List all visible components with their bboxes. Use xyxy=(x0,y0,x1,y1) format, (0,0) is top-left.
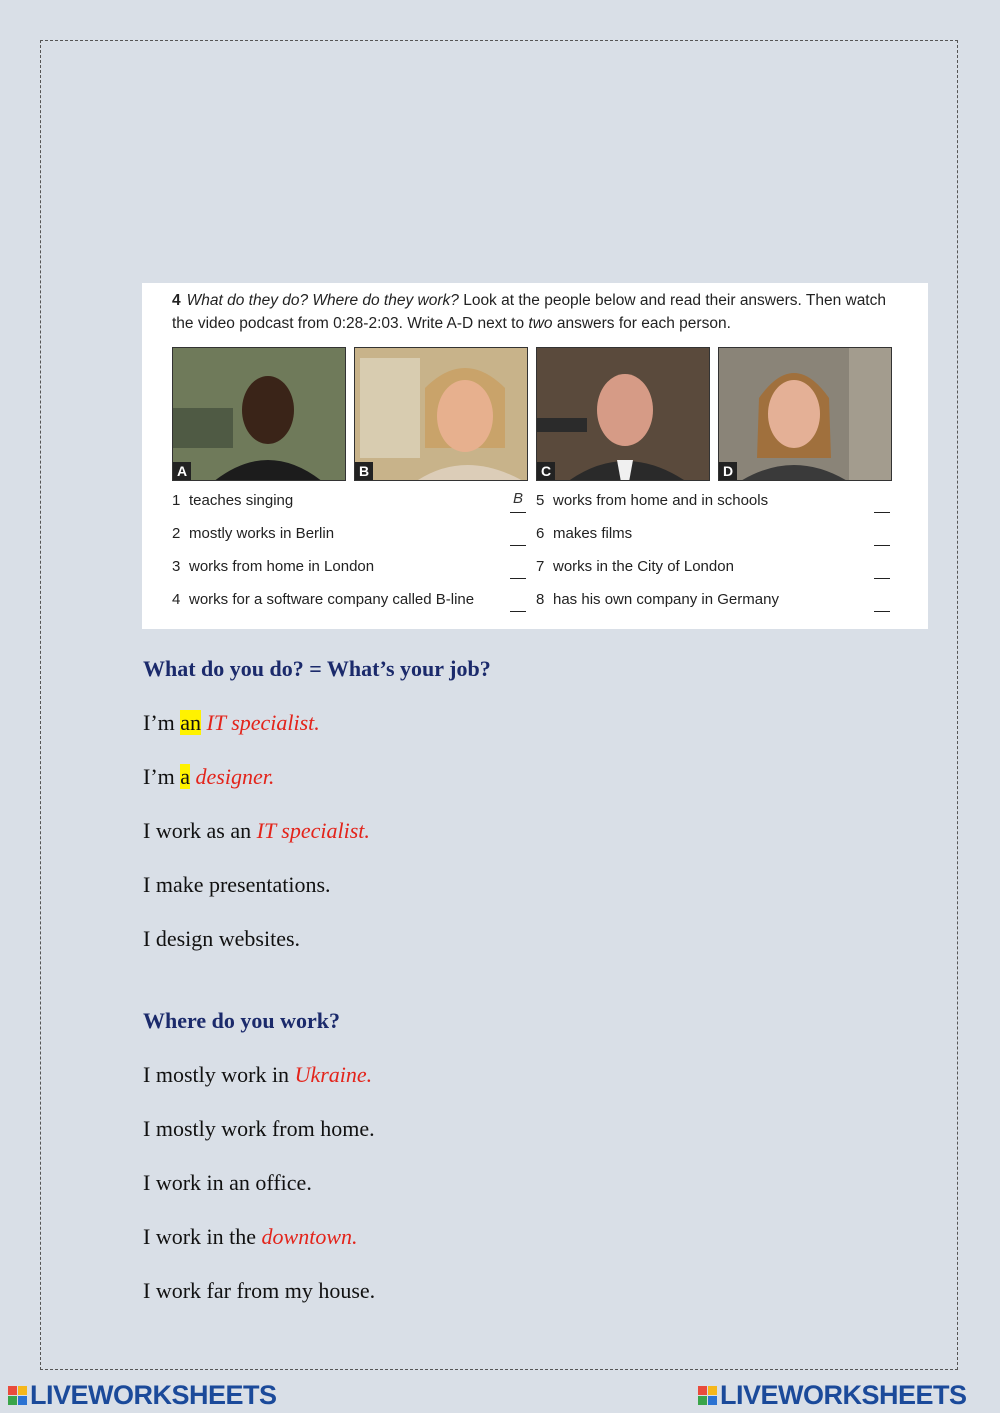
person-c-image xyxy=(537,348,710,481)
answer-blank[interactable] xyxy=(874,588,890,612)
sentence: I work in an office. xyxy=(143,1170,312,1195)
logo-blocks-icon xyxy=(698,1386,717,1405)
sentence: I mostly work in Ukraine. xyxy=(143,1062,373,1087)
answer-item: 7 works in the City of London xyxy=(536,558,734,575)
sentence: I work in the downtown. xyxy=(143,1224,358,1249)
logo-text: LIVEWORKSHEETS xyxy=(30,1379,277,1410)
person-a-image xyxy=(173,348,346,481)
exercise-instruction xyxy=(172,289,892,335)
instruction-text: Look at the people below and read their answers. Then watch the video podcast from 0:28-2:03. Write A-D next to xyxy=(172,292,886,332)
person-b-image xyxy=(355,348,528,481)
photo-row xyxy=(172,347,892,481)
example-phrase: downtown. xyxy=(261,1224,358,1249)
photo-c xyxy=(536,347,710,481)
photo-label: B xyxy=(355,462,373,480)
photo-label: C xyxy=(537,462,555,480)
photo-d xyxy=(718,347,892,481)
answer-blank[interactable] xyxy=(510,522,526,546)
sentence: I make presentations. xyxy=(143,872,331,897)
sentence: I design websites. xyxy=(143,926,301,951)
logo-blocks-icon xyxy=(8,1386,27,1405)
answer-item: 3 works from home in London xyxy=(172,558,375,575)
liveworksheets-logo-right[interactable] xyxy=(698,1380,967,1410)
exercise-box xyxy=(142,283,928,629)
photo-label: D xyxy=(719,462,737,480)
sentence: I mostly work from home. xyxy=(143,1116,375,1141)
sentence: I’m an IT specialist. xyxy=(143,710,320,735)
answer-item: 1 teaches singing xyxy=(172,492,294,509)
example-phrase: Ukraine. xyxy=(294,1062,373,1087)
instruction-end: answers for each person. xyxy=(552,315,731,332)
answer-item: 8 has his own company in Germany xyxy=(536,591,779,608)
answer-item: 5 works from home and in schools xyxy=(536,492,769,509)
answer-blank[interactable]: B xyxy=(510,489,526,513)
example-phrase: designer. xyxy=(195,764,275,789)
instruction-question: What do they do? Where do they work? xyxy=(186,292,459,309)
photo-label: A xyxy=(173,462,191,480)
answer-item: 4 works for a software company called B-line xyxy=(172,591,475,608)
answer-blank[interactable] xyxy=(510,555,526,579)
exercise-number: 4 xyxy=(172,292,181,309)
instruction-emphasis: two xyxy=(528,315,553,332)
article-highlight: an xyxy=(180,710,202,735)
example-phrase: IT specialist. xyxy=(206,710,320,735)
liveworksheets-logo-left[interactable] xyxy=(8,1380,277,1410)
answer-item: 6 makes films xyxy=(536,525,633,542)
photo-b xyxy=(354,347,528,481)
logo-text: LIVEWORKSHEETS xyxy=(720,1379,967,1410)
answer-blank[interactable] xyxy=(874,489,890,513)
section1-heading: What do you do? = What’s your job? xyxy=(143,656,491,681)
sentence: I’m a designer. xyxy=(143,764,275,789)
answer-blank[interactable] xyxy=(510,588,526,612)
answer-item: 2 mostly works in Berlin xyxy=(172,525,335,542)
sentence: I work as an IT specialist. xyxy=(143,818,370,843)
example-phrase: IT specialist. xyxy=(256,818,370,843)
article-highlight: a xyxy=(180,764,191,789)
sentence: I work far from my house. xyxy=(143,1278,376,1303)
photo-a xyxy=(172,347,346,481)
answer-blank[interactable] xyxy=(874,555,890,579)
person-d-image xyxy=(719,348,892,481)
section2-heading: Where do you work? xyxy=(143,1008,340,1033)
answer-blank[interactable] xyxy=(874,522,890,546)
